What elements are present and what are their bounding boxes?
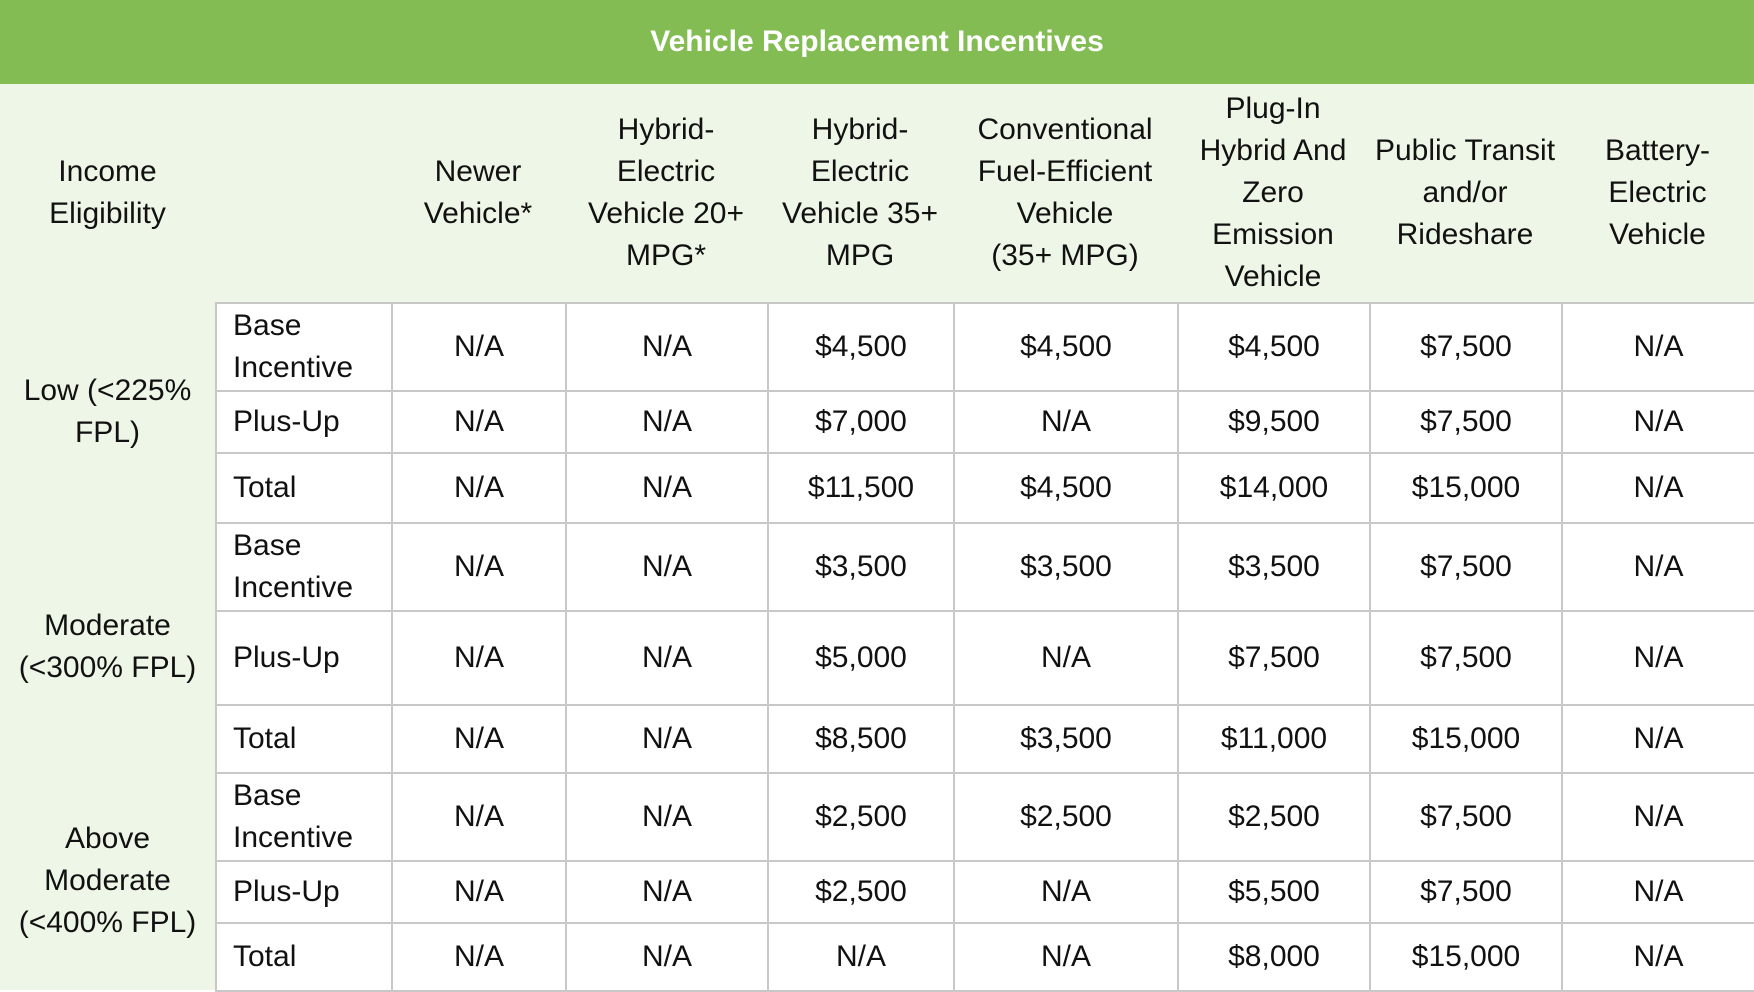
row-type-label: Plus-Up [216,861,392,923]
incentive-value-cell: N/A [566,923,768,991]
table-row [216,861,1754,923]
income-group-above-moderate: Above Moderate (<400% FPL) [18,822,197,939]
incentive-value-cell: N/A [392,611,566,705]
row-type-label: Base Incentive [216,303,392,391]
income-group-low: Low (<225% FPL) [23,374,192,449]
incentive-value-cell: $2,500 [1178,773,1370,861]
incentive-value-cell: N/A [566,705,768,773]
incentive-value-cell: N/A [392,523,566,611]
incentive-value-cell: N/A [566,861,768,923]
incentive-value-cell: N/A [1562,923,1754,991]
incentive-value-cell: N/A [954,391,1178,453]
incentive-value-cell: N/A [392,923,566,991]
incentive-value-cell: $4,500 [954,453,1178,523]
incentive-value-cell: N/A [566,611,768,705]
incentive-value-cell: $7,500 [1370,611,1562,705]
row-type-label: Total [216,923,392,991]
incentive-value-cell: $7,500 [1370,303,1562,391]
incentive-value-cell: $4,500 [768,303,954,391]
incentive-value-cell: $7,500 [1178,611,1370,705]
incentive-value-cell: $7,500 [1370,523,1562,611]
incentive-value-cell: $2,500 [768,773,954,861]
incentive-value-cell: $8,000 [1178,923,1370,991]
incentive-value-cell: $7,500 [1370,861,1562,923]
header-col-battery-electric: Battery- Electric Vehicle [1604,134,1711,251]
incentive-value-cell: N/A [566,391,768,453]
header-col-conventional: Conventional Fuel-Efficient Vehicle (35+ MPG) [977,113,1153,272]
incentive-value-cell: $9,500 [1178,391,1370,453]
incentive-value-cell: N/A [768,923,954,991]
header-col-plug-in-zev-label: Plug-In Hybrid And Zero Emission Vehicle [1199,92,1347,293]
table-row [216,523,1754,611]
incentive-value-cell: N/A [1562,773,1754,861]
row-type-label: Plus-Up [216,611,392,705]
table-row [216,923,1754,991]
row-type-label: Base Incentive [216,773,392,861]
table-row [216,705,1754,773]
incentive-value-cell: $2,500 [768,861,954,923]
incentive-value-cell: $7,500 [1370,391,1562,453]
incentive-value-cell: $11,000 [1178,705,1370,773]
table-row [216,453,1754,523]
incentive-value-cell: N/A [566,453,768,523]
incentive-value-cell: N/A [392,453,566,523]
incentive-value-cell: N/A [954,611,1178,705]
incentive-value-cell: N/A [566,523,768,611]
table-row [216,773,1754,861]
incentive-value-cell: N/A [392,705,566,773]
header-col-transit-rideshare: Public Transit and/or Rideshare [1374,134,1556,251]
incentive-value-cell: N/A [392,303,566,391]
incentive-value-cell: $5,500 [1178,861,1370,923]
incentive-value-cell: N/A [954,923,1178,991]
income-group-moderate: Moderate (<300% FPL) [18,609,197,684]
incentive-value-cell: N/A [954,861,1178,923]
incentive-value-cell: $8,500 [768,705,954,773]
incentive-value-cell: N/A [1562,303,1754,391]
table-title: Vehicle Replacement Incentives [0,0,1754,84]
incentive-value-cell: $11,500 [768,453,954,523]
incentive-value-cell: $2,500 [954,773,1178,861]
incentive-value-cell: N/A [392,391,566,453]
incentive-value-cell: $3,500 [954,705,1178,773]
incentive-value-cell: $14,000 [1178,453,1370,523]
incentive-value-cell: N/A [1562,523,1754,611]
incentive-value-cell: $5,000 [768,611,954,705]
incentive-value-cell: $7,000 [768,391,954,453]
incentive-value-cell: N/A [1562,705,1754,773]
row-type-label: Total [216,453,392,523]
incentive-value-cell: N/A [1562,453,1754,523]
table-row [216,391,1754,453]
incentive-value-cell: $3,500 [1178,523,1370,611]
incentive-value-cell: $3,500 [768,523,954,611]
row-type-label: Total [216,705,392,773]
table-row [216,611,1754,705]
incentive-value-cell: N/A [392,861,566,923]
header-col-plug-in-zev [1177,84,1369,302]
row-type-label: Plus-Up [216,391,392,453]
incentive-value-cell: N/A [1562,391,1754,453]
incentive-value-cell: N/A [1562,611,1754,705]
incentive-value-cell: $4,500 [954,303,1178,391]
incentive-value-cell: N/A [566,303,768,391]
incentive-value-cell: $15,000 [1370,705,1562,773]
header-col-hybrid-20: Hybrid- Electric Vehicle 20+ MPG* [588,113,744,272]
incentive-value-cell: $4,500 [1178,303,1370,391]
header-col-hybrid-35: Hybrid- Electric Vehicle 35+ MPG [782,113,938,272]
header-col-newer-vehicle: Newer Vehicle* [423,155,533,230]
incentive-value-cell: $7,500 [1370,773,1562,861]
row-type-label: Base Incentive [216,523,392,611]
incentive-grid [215,302,1754,992]
incentive-value-cell: N/A [392,773,566,861]
incentive-value-cell: $15,000 [1370,453,1562,523]
incentive-value-cell: N/A [1562,861,1754,923]
incentive-value-cell: N/A [566,773,768,861]
table-row [216,303,1754,391]
header-income-eligibility: Income Eligibility [49,155,166,230]
incentive-value-cell: $3,500 [954,523,1178,611]
incentive-value-cell: $15,000 [1370,923,1562,991]
